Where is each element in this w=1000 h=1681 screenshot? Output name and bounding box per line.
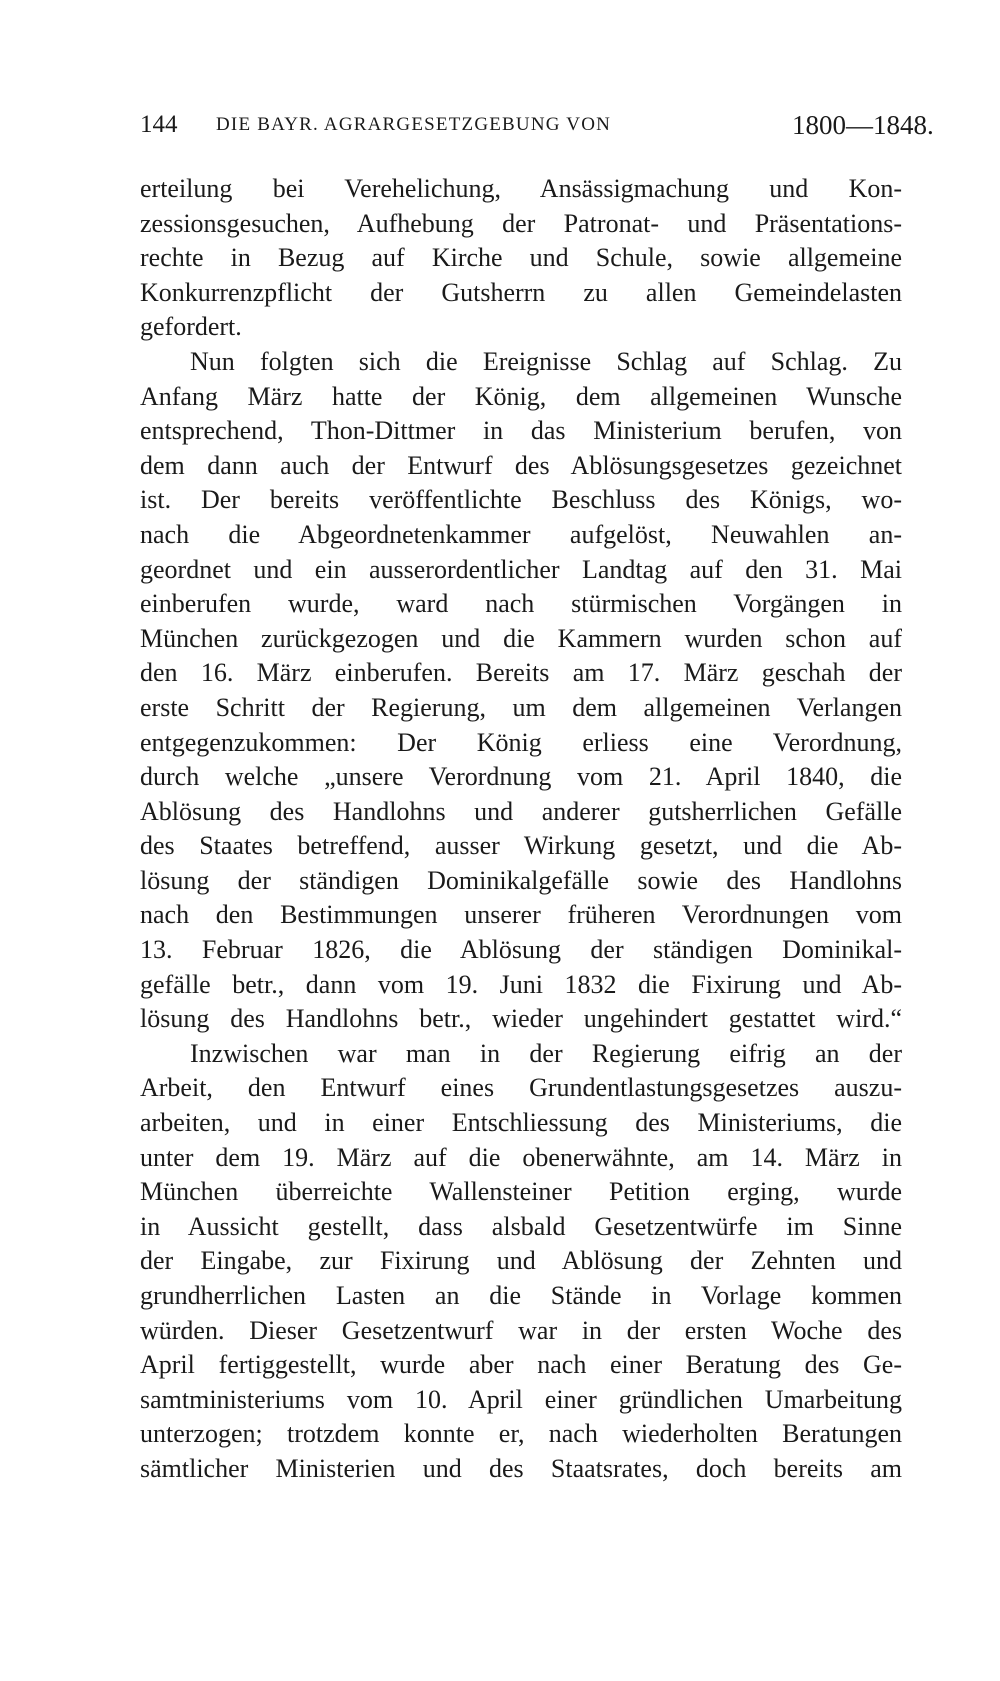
text-line: lösung des Handlohns betr., wieder ungehindert gestattet wird.“ — [140, 1004, 902, 1034]
text-line: gefälle betr., dann vom 19. Juni 1832 die Fixirung und Ab- — [140, 969, 902, 999]
text-line: rechte in Bezug auf Kirche und Schule, sowie allgemeine — [140, 243, 902, 273]
text-line: lösung der ständigen Dominikalgefälle sowie des Handlohns — [140, 865, 902, 895]
text-line: München zurückgezogen und die Kammern wurden schon auf — [140, 623, 902, 653]
text-line: erteilung bei Verehelichung, Ansässigmachung und Kon- — [140, 174, 902, 203]
text-line: samtministeriums vom 10. April einer gründlichen Umarbeitung — [140, 1384, 902, 1414]
text-line: Anfang März hatte der König, dem allgemeinen Wunsche — [140, 381, 902, 411]
text-line: dem dann auch der Entwurf des Ablösungsgesetzes gezeichnet — [140, 450, 902, 480]
text-line: in Aussicht gestellt, dass alsbald Gesetzentwürfe im Sinne — [140, 1211, 902, 1241]
text-line: Arbeit, den Entwurf eines Grundentlastungsgesetzes auszu- — [140, 1073, 902, 1103]
text-line: entgegenzukommen: Der König erliess eine Verordnung, — [140, 727, 902, 757]
text-line: würden. Dieser Gesetzentwurf war in der ersten Woche des — [140, 1315, 902, 1345]
text-line: sämtlicher Ministerien und des Staatsrates, doch bereits am — [140, 1453, 902, 1483]
running-title-years: 1800—1848. — [792, 110, 934, 140]
text-line: der Eingabe, zur Fixirung und Ablösung der Zehnten und — [140, 1246, 902, 1276]
text-line: 13. Februar 1826, die Ablösung der ständigen Dominikal- — [140, 935, 902, 965]
text-line: Nun folgten sich die Ereignisse Schlag auf Schlag. Zu — [190, 346, 902, 376]
text-line: unterzogen; trotzdem konnte er, nach wiederholten Beratungen — [140, 1419, 902, 1449]
text-line: München überreichte Wallensteiner Petition erging, wurde — [140, 1177, 902, 1207]
text-line: nach den Bestimmungen unserer früheren Verordnungen vom — [140, 900, 902, 930]
text-line: den 16. März einberufen. Bereits am 17. März geschah der — [140, 658, 902, 688]
text-line: entsprechend, Thon-Dittmer in das Ministerium berufen, von — [140, 416, 902, 446]
text-line: durch welche „unsere Verordnung vom 21. April 1840, die — [140, 762, 902, 792]
text-line: Konkurrenzpflicht der Gutsherrn zu allen Gemeindelasten — [140, 277, 902, 307]
running-title: DIE BAYR. AGRARGESETZGEBUNG VON — [216, 114, 612, 135]
page-number: 144 — [140, 111, 178, 138]
text-line: Inzwischen war man in der Regierung eifrig an der — [190, 1038, 902, 1068]
text-line: ist. Der bereits veröffentlichte Beschluss des Königs, wo- — [140, 485, 902, 515]
running-header — [140, 108, 934, 142]
text-line: geordnet und ein ausserordentlicher Landtag auf den 31. Mai — [140, 554, 902, 584]
body-text — [140, 172, 902, 1487]
text-line: grundherrlichen Lasten an die Stände in Vorlage kommen — [140, 1281, 902, 1310]
text-line: des Staates betreffend, ausser Wirkung gesetzt, und die Ab- — [140, 831, 902, 861]
text-line: erste Schritt der Regierung, um dem allgemeinen Verlangen — [140, 692, 902, 722]
text-line: April fertiggestellt, wurde aber nach einer Beratung des Ge- — [140, 1350, 902, 1380]
text-line: unter dem 19. März auf die obenerwähnte, am 14. März in — [140, 1142, 902, 1172]
text-line: einberufen wurde, ward nach stürmischen Vorgängen in — [140, 589, 902, 619]
text-line: Ablösung des Handlohns und anderer gutsherrlichen Gefälle — [140, 796, 902, 826]
text-line: gefordert. — [140, 312, 242, 342]
text-line: nach die Abgeordnetenkammer aufgelöst, Neuwahlen an- — [140, 519, 902, 549]
text-line: zessionsgesuchen, Aufhebung der Patronat- und Präsentations- — [140, 208, 902, 238]
text-line: arbeiten, und in einer Entschliessung des Ministeriums, die — [140, 1108, 902, 1138]
